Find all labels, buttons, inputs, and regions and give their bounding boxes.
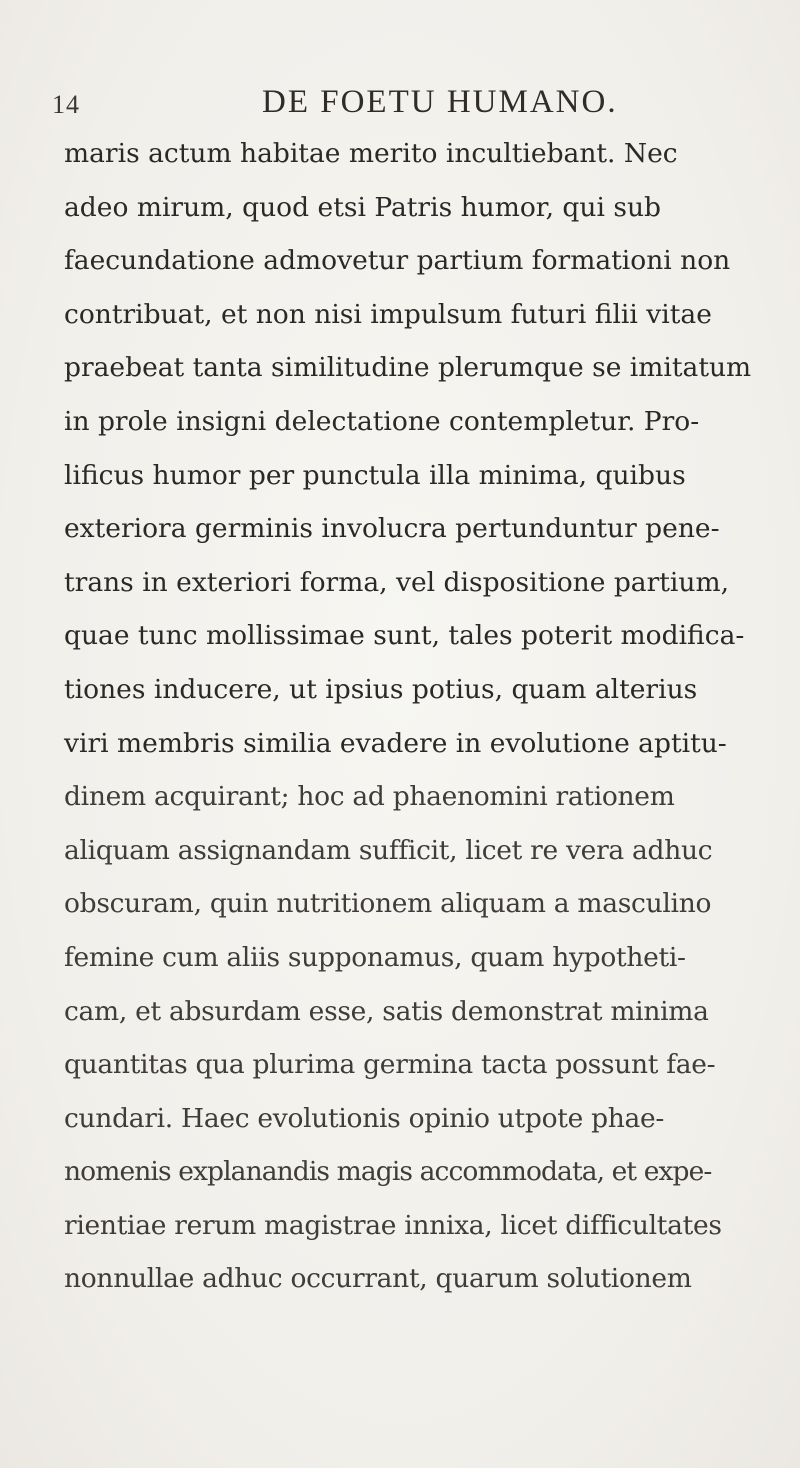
text-line: praebeat tanta similitudine plerumque se imitatum [64, 352, 752, 384]
running-title: DE FOETU HUMANO. [262, 84, 618, 120]
text-line: rientiae rerum magistrae innixa, licet difficultates [64, 1209, 722, 1241]
page-header [0, 84, 800, 124]
text-line: cam, et absurdam esse, satis demonstrat minima [64, 995, 709, 1027]
text-line: adeo mirum, quod etsi Patris humor, qui sub [64, 191, 661, 223]
text-line: nonnullae adhuc occurrant, quarum solutionem [64, 1263, 692, 1295]
text-line: obscuram, quin nutritionem aliquam a masculino [64, 888, 712, 920]
text-line: trans in exteriori forma, vel dispositione partium, [64, 566, 730, 598]
page-number: 14 [52, 90, 80, 119]
text-line: tiones inducere, ut ipsius potius, quam alterius [64, 673, 698, 705]
text-line: quae tunc mollissimae sunt, tales poterit modifica- [64, 620, 745, 652]
text-line: in prole insigni delectatione contempletur. Pro- [64, 405, 700, 437]
text-line: cundari. Haec evolutionis opinio utpote phae- [64, 1102, 665, 1134]
text-line: contribuat, et non nisi impulsum futuri filii vitae [64, 298, 712, 330]
text-line: exteriora germinis involucra pertunduntur pene- [64, 513, 720, 545]
text-line: dinem acquirant; hoc ad phaenomini rationem [64, 781, 675, 813]
text-line: maris actum habitae merito incultiebant. Nec [64, 138, 678, 169]
text-line: quantitas qua plurima germina tacta possunt fae- [64, 1049, 716, 1081]
text-line: lificus humor per punctula illa minima, quibus [64, 459, 686, 491]
text-line: viri membris similia evadere in evolutione aptitu- [64, 727, 727, 759]
body-text [64, 127, 764, 1306]
text-line: faecundatione admovetur partium formationi non [64, 245, 731, 277]
text-line: nomenis explanandis magis accommodata, et expe- [64, 1156, 712, 1188]
text-line: aliquam assignandam sufficit, licet re vera adhuc [64, 834, 713, 866]
text-line: femine cum aliis supponamus, quam hypotheti- [64, 941, 686, 973]
